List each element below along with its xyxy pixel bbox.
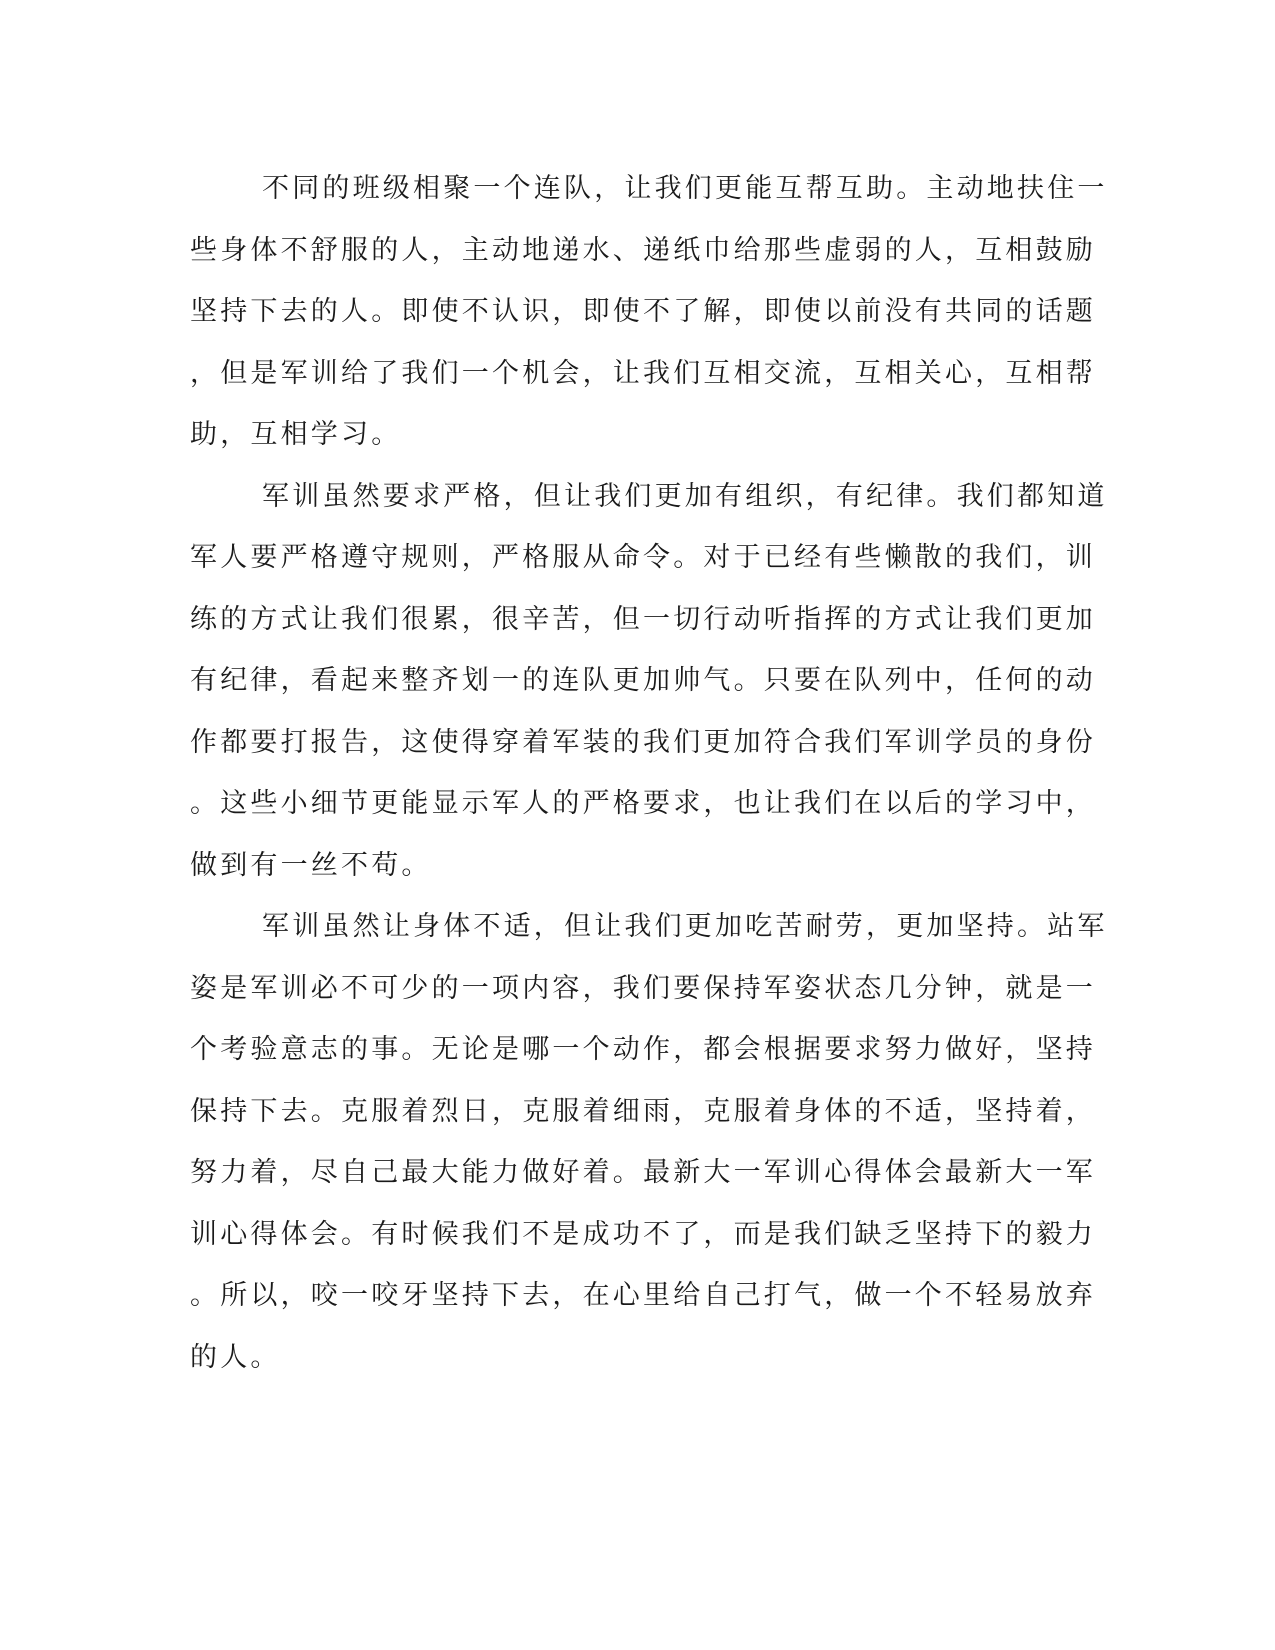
paragraph-1	[190, 158, 1108, 466]
paragraph-2	[190, 466, 1108, 897]
text-line: 保持下去。克服着烈日，克服着细雨，克服着身体的不适，坚持着，	[190, 1095, 1096, 1127]
text-line: 的人。	[190, 1341, 281, 1373]
text-line: 姿是军训必不可少的一项内容，我们要保持军姿状态几分钟，就是一	[190, 972, 1096, 1004]
text-line: 。所以，咬一咬牙坚持下去，在心里给自己打气，做一个不轻易放弃	[190, 1280, 1096, 1311]
text-line: 些身体不舒服的人，主动地递水、递纸巾给那些虚弱的人，互相鼓励	[190, 234, 1096, 266]
paragraph-3	[190, 896, 1108, 1388]
text-line: ，但是军训给了我们一个机会，让我们互相交流，互相关心，互相帮	[190, 357, 1096, 389]
text-line: 有纪律，看起来整齐划一的连队更加帅气。只要在队列中，任何的动	[190, 665, 1096, 696]
text-line: 个考验意志的事。无论是哪一个动作，都会根据要求努力做好，坚持	[190, 1034, 1096, 1065]
text-line: 军训虽然让身体不适，但让我们更加吃苦耐劳，更加坚持。站军	[262, 911, 1108, 942]
text-line: 。这些小细节更能显示军人的严格要求，也让我们在以后的学习中，	[190, 788, 1096, 819]
text-line: 努力着，尽自己最大能力做好着。最新大一军训心得体会最新大一军	[190, 1157, 1096, 1188]
text-line: 助，互相学习。	[190, 419, 402, 450]
text-line: 坚持下去的人。即使不认识，即使不了解，即使以前没有共同的话题	[190, 296, 1096, 327]
text-line: 作都要打报告，这使得穿着军装的我们更加符合我们军训学员的身份	[190, 726, 1096, 758]
body-text	[190, 158, 1108, 1388]
text-line: 不同的班级相聚一个连队，让我们更能互帮互助。主动地扶住一	[262, 173, 1108, 204]
text-line: 军人要严格遵守规则，严格服从命令。对于已经有些懒散的我们，训	[190, 542, 1096, 573]
text-line: 做到有一丝不苟。	[190, 849, 432, 881]
text-line: 训心得体会。有时候我们不是成功不了，而是我们缺乏坚持下的毅力	[190, 1218, 1096, 1250]
text-line: 军训虽然要求严格，但让我们更加有组织，有纪律。我们都知道	[262, 480, 1108, 512]
text-line: 练的方式让我们很累，很辛苦，但一切行动听指挥的方式让我们更加	[190, 603, 1096, 635]
